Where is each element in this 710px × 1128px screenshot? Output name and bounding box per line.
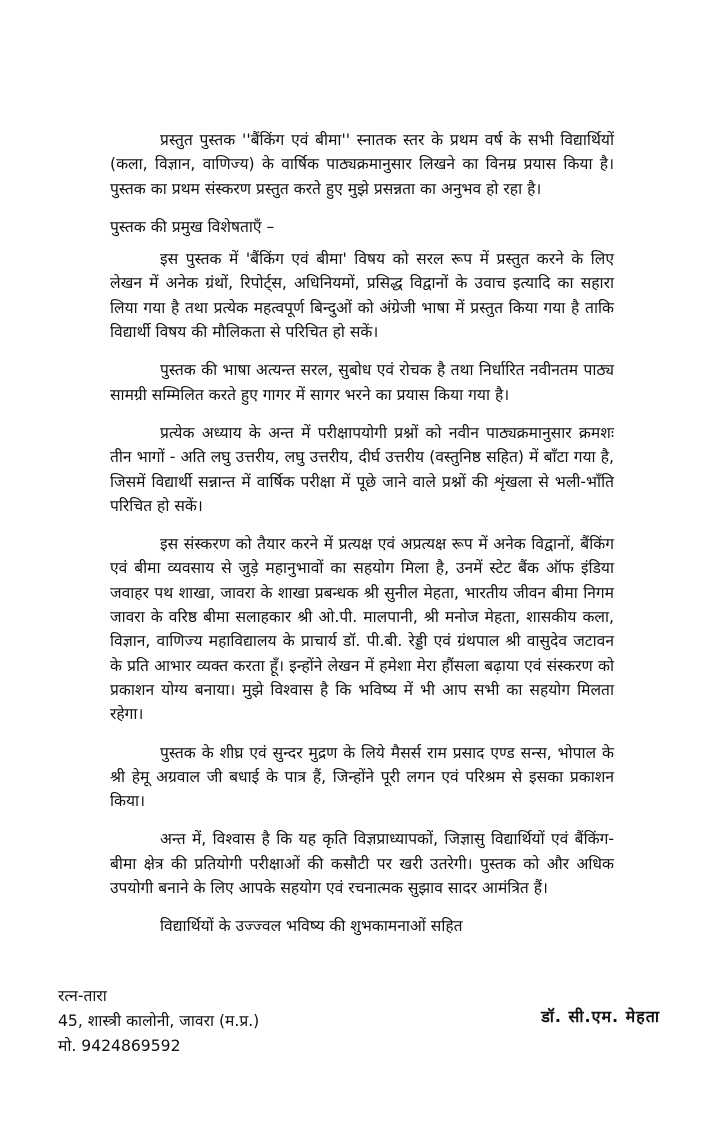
preface-paragraph-questions: प्रत्येक अध्याय के अन्त में परीक्षापयोगी प्रश्नों को नवीन पाठ्यक्रमानुसार क्रमशः तीन भागों - अति लघु उत्तरीय, लघु उत्तरीय, दीर्घ उत्तरीय (वस्तुनिष्ठ सहित) में बाँटा गया है, जिसमें विद्यार्थी सन्नान्त में वार्षिक परीक्षा में पूछे जाने वाले प्रश्नों की शृंखला से भली-भाँति परिचित हो सकें। (110, 423, 614, 515)
preface-body (110, 128, 614, 953)
preface-paragraph-intro: प्रस्तुत पुस्तक ''बैंकिंग एवं बीमा'' स्नातक स्तर के प्रथम वर्ष के सभी विद्यार्थियों (कला, विज्ञान, वाणिज्य) के वार्षिक पाठ्यक्रमानुसार लिखने का विनम्र प्रयास किया है। पुस्तक का प्रथम संस्करण प्रस्तुत करते हुए मुझे प्रसन्नता का अनुभव हो रहा है। (110, 131, 614, 198)
address-line-house: रत्न-तारा (58, 987, 107, 1005)
author-address (58, 984, 259, 1059)
address-phone: मो. 9424869592 (58, 1037, 181, 1055)
preface-paragraph-acknowledgements: इस संस्करण को तैयार करने में प्रत्यक्ष एवं अप्रत्यक्ष रूप में अनेक विद्वानों, बैंकिंग एवं बीमा व्यवसाय से जुड़े महानुभावों का सहयोग मिला है, उनमें स्टेट बैंक ऑफ इंडिया जवाहर पथ शाखा, जावरा के शाखा प्रबन्धक श्री सुनील मेहता, भारतीय जीवन बीमा निगम जावरा के वरिष्ठ बीमा सलाहकार श्री ओ.पी. मालपानी, श्री मनोज मेहता, शासकीय कला, विज्ञान, वाणिज्य महाविद्यालय के प्राचार्य डॉ. पी.बी. रेड्डी एवं ग्रंथपाल श्री वासुदेव जटावन के प्रति आभार व्यक्त करता हूँ। इन्होंने लेखन में हमेशा मेरा हौंसला बढ़ाया एवं संस्करण को प्रकाशन योग्य बनाया। मुझे विश्वास है कि भविष्य में भी आप सभी का सहयोग मिलता रहेगा। (110, 535, 614, 724)
closing-wishes: विद्यार्थियों के उज्ज्वल भविष्य की शुभकामनाओं सहित (160, 917, 463, 936)
preface-paragraph-printing: पुस्तक के शीघ्र एवं सुन्दर मुद्रण के लिये मैसर्स राम प्रसाद एण्ड सन्स, भोपाल के श्री हेमू अग्रवाल जी बधाई के पात्र हैं, जिन्होंने पूरी लगन एवं परिश्रम से इसका प्रकाशन किया। (110, 743, 614, 811)
preface-paragraph-sources: इस पुस्तक में 'बैंकिंग एवं बीमा' विषय को सरल रूप में प्रस्तुत करने के लिए लेखन में अनेक ग्रंथों, रिपोर्ट्स, अधिनियमों, प्रसिद्ध विद्वानों के उवाच इत्यादि का सहारा लिया गया है तथा प्रत्येक महत्वपूर्ण बिन्दुओं को अंग्रेजी भाषा में प्रस्तुत किया गया है ताकि विद्यार्थी विषय की मौलिकता से परिचित हो सकें। (110, 250, 614, 342)
address-line-street: 45, शास्त्री कालोनी, जावरा (म.प्र.) (58, 1012, 260, 1030)
author-signature: डॉ. सी.एम. मेहता (541, 1007, 660, 1026)
preface-paragraph-conclusion: अन्त में, विश्वास है कि यह कृति विज्ञप्राध्यापकों, जिज्ञासु विद्यार्थियों एवं बैंकिंग-बीमा क्षेत्र की प्रतियोगी परीक्षाओं की कसौटी पर खरी उतरेगी। पुस्तक को और अधिक उपयोगी बनाने के लिए आपके सहयोग एवं रचनात्मक सुझाव सादर आमंत्रित हैं। (110, 830, 614, 898)
features-heading: पुस्तक की प्रमुख विशेषताएँ – (110, 217, 275, 236)
preface-paragraph-language: पुस्तक की भाषा अत्यन्त सरल, सुबोध एवं रोचक है तथा निर्धारित नवीनतम पाठ्य सामग्री सम्मिलित करते हुए गागर में सागर भरने का प्रयास किया गया है। (110, 361, 614, 404)
